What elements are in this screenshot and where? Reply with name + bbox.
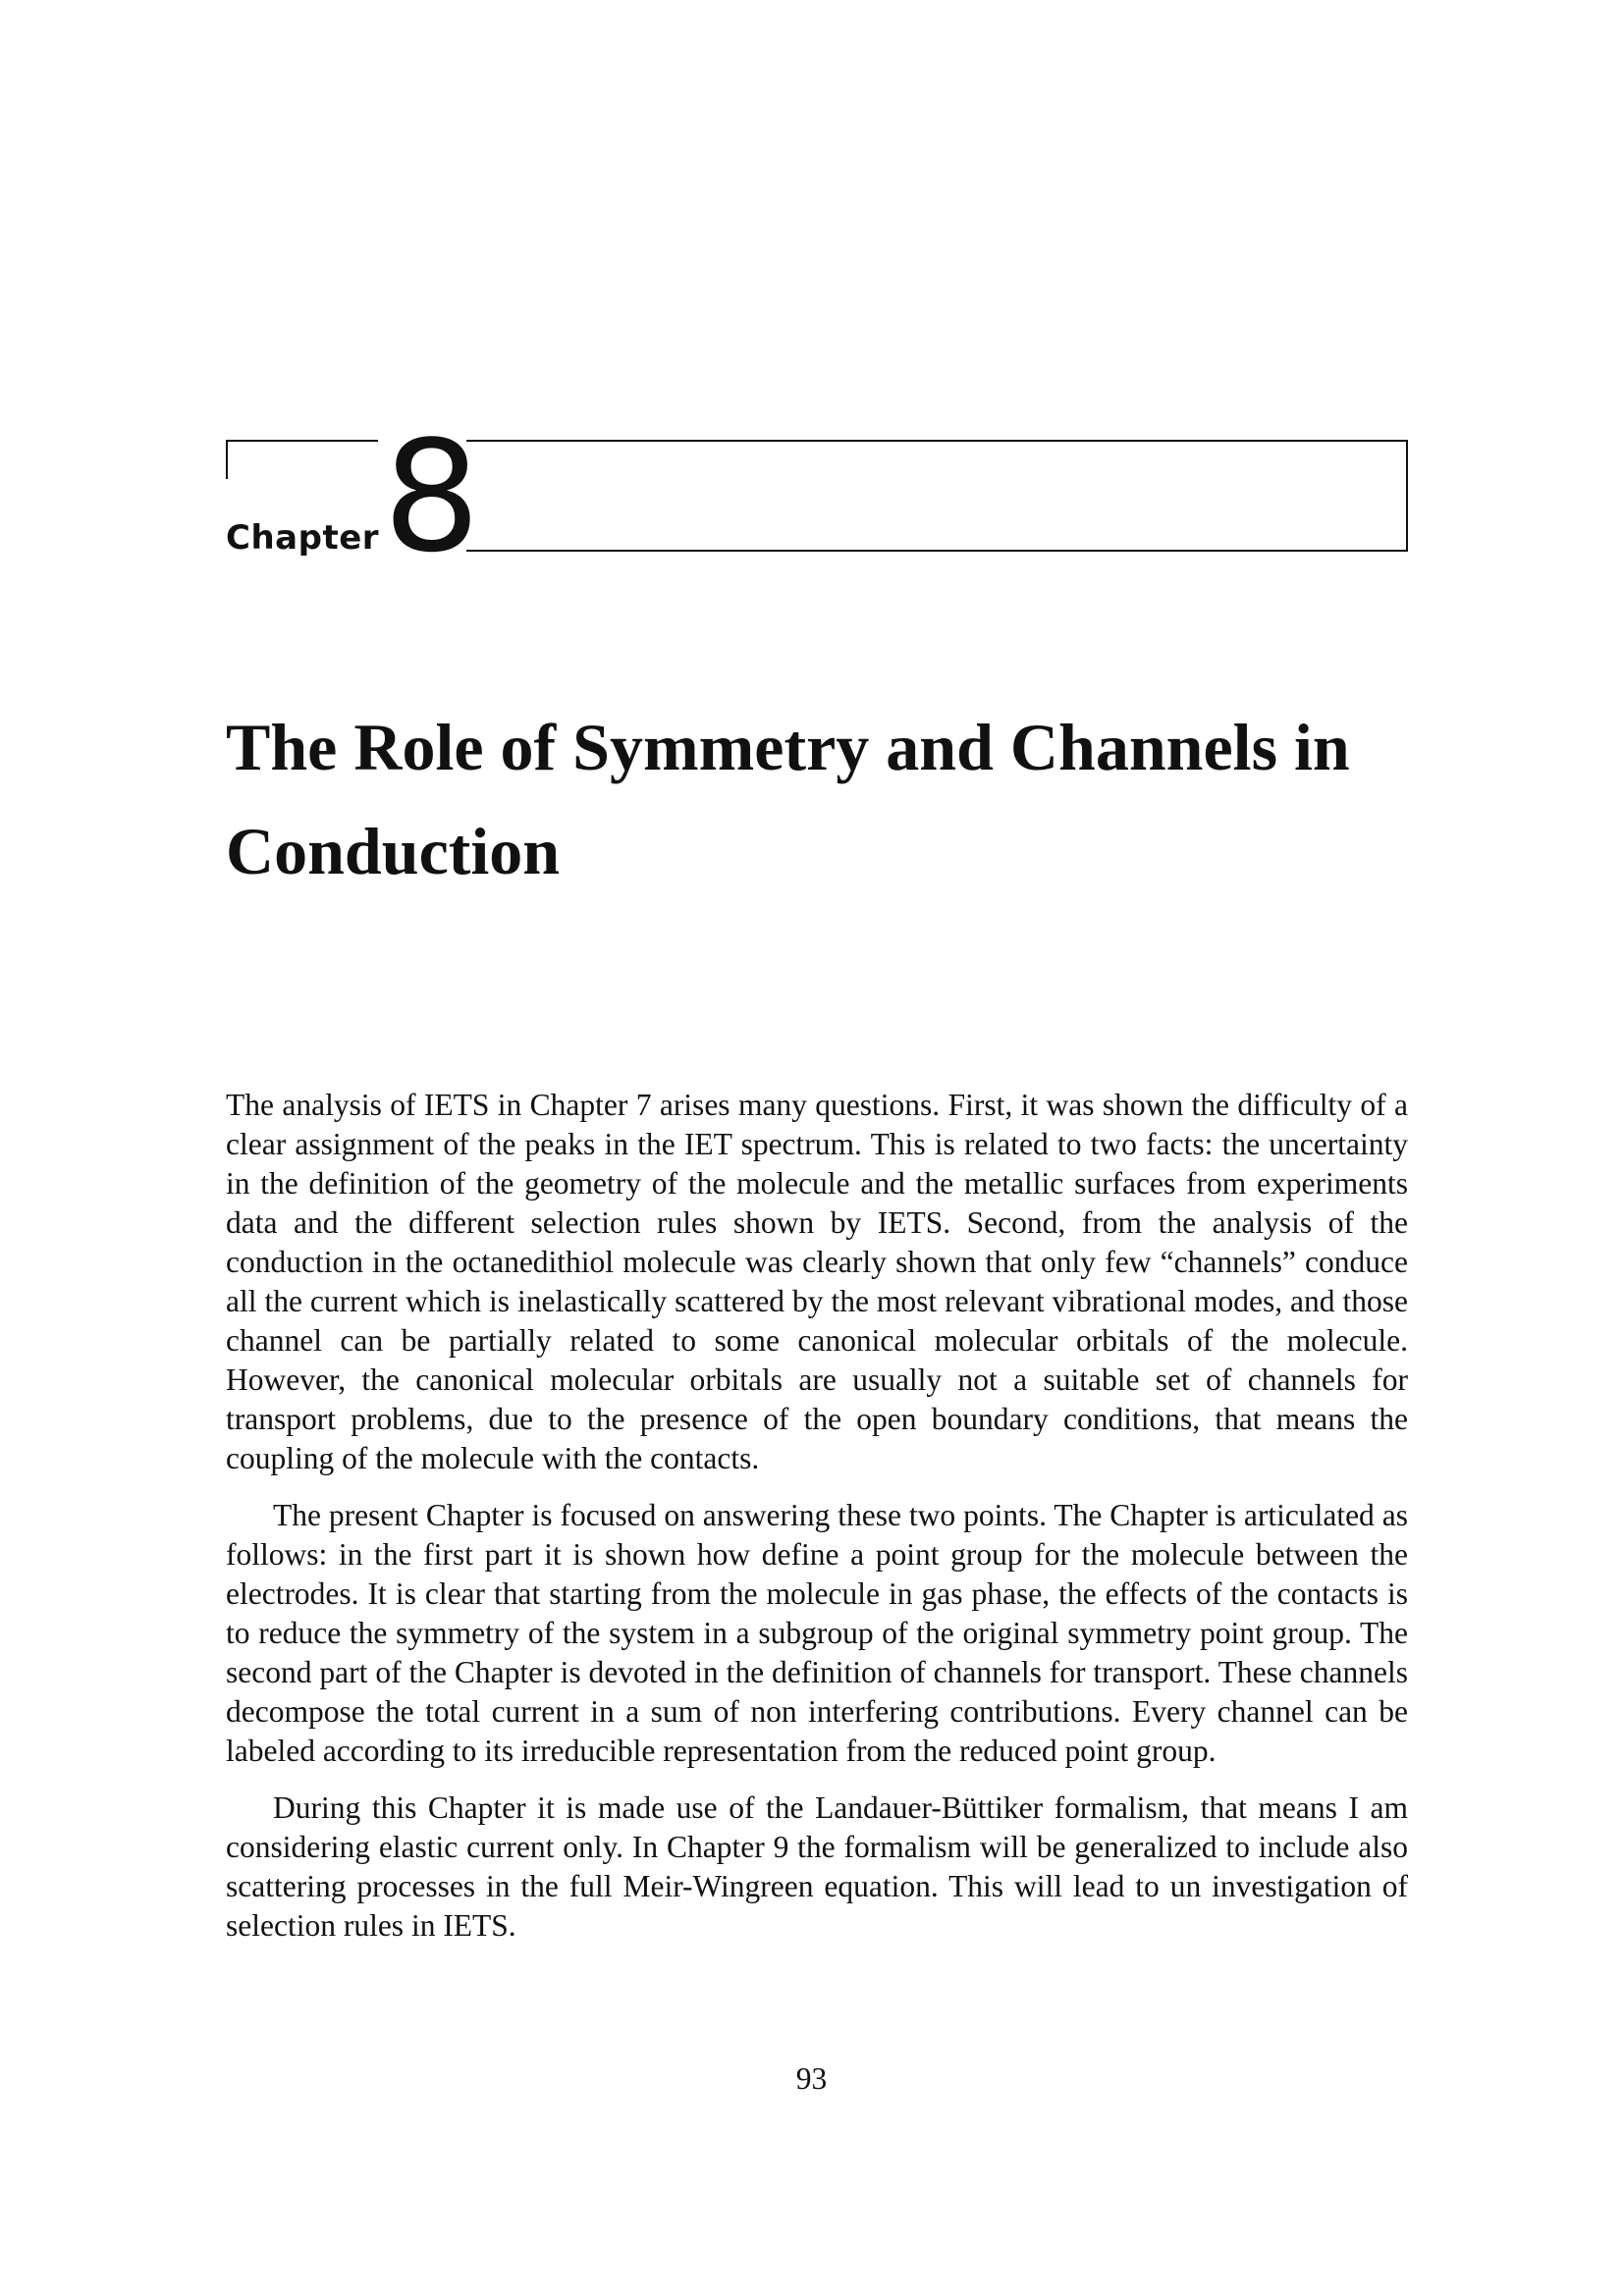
box-rule-left [226, 440, 228, 479]
box-rule-right [1406, 440, 1408, 552]
body-text [226, 1086, 1408, 1963]
page-number: 93 [795, 2061, 828, 2096]
box-rule-top-left [226, 440, 378, 442]
box-rule-bottom [466, 550, 1408, 552]
box-rule-top-right [466, 440, 1408, 442]
paragraph-1: The analysis of IETS in Chapter 7 arises many questions. First, it was shown the difficulty of a clear assignment of the peaks in the IET spectrum. This is related to two facts: the uncertainty in the definition of the geometry of the molecule and the metallic surfaces from experiments data and the different selection rules shown by IETS. Second, from the analysis of the conduction in the octanedithiol molecule was clearly shown that only few “channels” conduce all the current which is inelastically scattered by the most relevant vibrational modes, and those channel can be partially related to some canonical molecular orbitals of the molecule. However, the canonical molecular orbitals are usually not a suitable set of channels for transport problems, due to the presence of the open boundary conditions, that means the coupling of the molecule with the contacts. [226, 1088, 1408, 1475]
paragraph-2: The present Chapter is focused on answering these two points. The Chapter is articulated as follows: in the first part it is shown how define a point group for the molecule between the electrodes. It is clear that starting from the molecule in gas phase, the effects of the contacts is to reduce the symmetry of the system in a subgroup of the original symmetry point group. The second part of the Chapter is devoted in the definition of channels for transport. These channels decompose the total current in a sum of non interfering contributions. Every channel can be labeled according to its irreducible representation from the reduced point group. [226, 1498, 1408, 1768]
chapter-number: 8 [383, 407, 481, 586]
chapter-label: Chapter [226, 518, 380, 558]
paragraph-3: During this Chapter it is made use of the Landauer-Büttiker formalism, that means I am considering elastic current only. In Chapter 9 the formalism will be generalized to include also scattering processes in the full Meir-Wingreen equation. This will lead to un investigation of selection rules in IETS. [226, 1790, 1408, 1943]
chapter-title: The Role of Symmetry and Channels in Conduction [226, 710, 1350, 888]
chapter-heading-box [226, 407, 1408, 586]
